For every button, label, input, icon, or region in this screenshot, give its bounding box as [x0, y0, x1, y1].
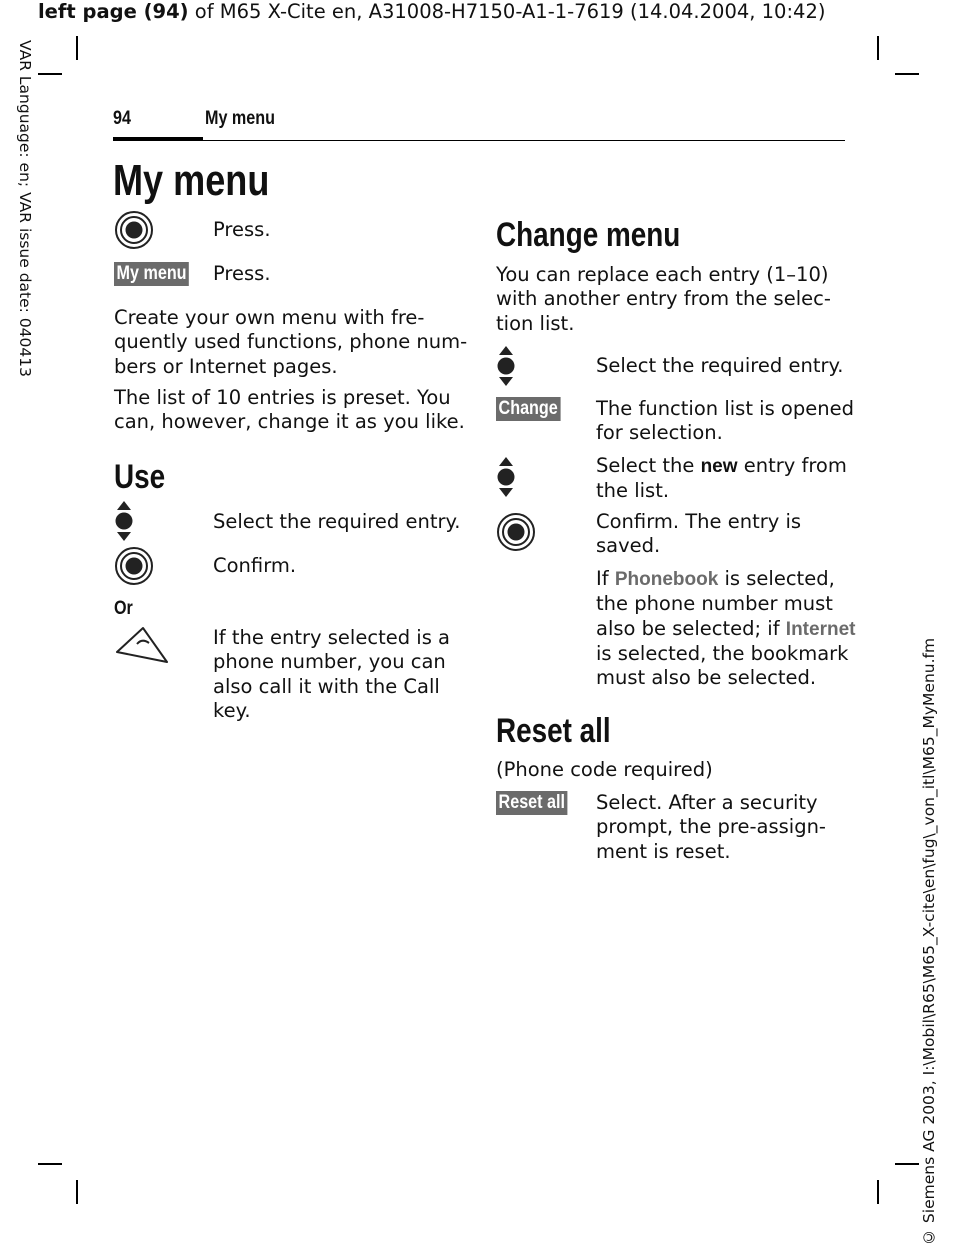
or-label: Or [114, 598, 133, 619]
step-press-text: Press. [213, 218, 271, 241]
nav-key-press-icon [114, 546, 154, 590]
select-new-entry-text: Select the new entry from the list. [596, 454, 847, 503]
margin-language-note: VAR Language: en; VAR issue date: 040413 [16, 40, 34, 377]
use-select-text: Select the required entry. [213, 510, 461, 533]
page-title: My menu [113, 156, 270, 205]
print-header: left page (94) of M65 X-Cite en, A31008-H7150-A1-1-7619 (14.04.2004, 10:42) [38, 0, 826, 23]
page-number: 94 [113, 108, 131, 129]
nav-key-updown-icon [496, 345, 516, 391]
reset-all-heading: Reset all [496, 712, 611, 750]
nav-key-updown-icon [496, 456, 516, 502]
header-rule [113, 140, 845, 141]
crop-mark [76, 36, 78, 60]
change-intro-paragraph: You can replace each entry (1–10) with another entry from the selec- tion list. [496, 263, 831, 335]
preset-paragraph: The list of 10 entries is preset. You can, however, change it as you like. [114, 386, 465, 434]
crop-mark [877, 1180, 879, 1204]
crop-mark [877, 36, 879, 60]
reset-all-softkey: Reset all [496, 791, 568, 815]
phonebook-label: Phonebook [614, 569, 719, 590]
call-key-icon [113, 622, 171, 672]
step-press-text: Press. [213, 262, 271, 285]
crop-mark [895, 1163, 919, 1165]
function-list-text: The function list is opened for selection. [596, 397, 854, 445]
crop-mark [38, 1163, 62, 1165]
change-select-text: Select the required entry. [596, 354, 844, 377]
new-keyword: new [700, 456, 738, 477]
crop-mark [38, 73, 62, 75]
call-key-text: If the entry selected is a phone number, you can also call it with the Call key. [213, 626, 451, 722]
nav-key-press-icon [114, 210, 154, 254]
my-menu-softkey: My menu [114, 262, 189, 286]
use-heading: Use [114, 458, 166, 496]
crop-mark [895, 73, 919, 75]
nav-key-press-icon [496, 512, 536, 556]
confirm-saved-text: Confirm. The entry is saved. [596, 510, 802, 558]
change-menu-heading: Change menu [496, 216, 681, 254]
margin-file-path: © Siemens AG 2003, I:\Mobil\R65\M65_X-cite\en\fug\_von_itl\M65_MyMenu.fm [920, 637, 938, 1246]
use-confirm-text: Confirm. [213, 554, 297, 577]
crop-mark [76, 1180, 78, 1204]
reset-description: Select. After a security prompt, the pre-assign- ment is reset. [596, 791, 826, 863]
running-header-section: My menu [205, 108, 276, 129]
phonebook-internet-note: If Phonebook is selected, the phone number must also be selected; if Internet is selected, the bookmark must also be selected. [596, 567, 856, 690]
change-softkey: Change [496, 397, 560, 421]
phone-code-note: (Phone code required) [496, 758, 713, 781]
intro-paragraph: Create your own menu with fre- quently used functions, phone num- bers or Internet pages. [114, 306, 468, 378]
nav-key-updown-icon [114, 500, 134, 546]
internet-label: Internet [785, 618, 856, 640]
